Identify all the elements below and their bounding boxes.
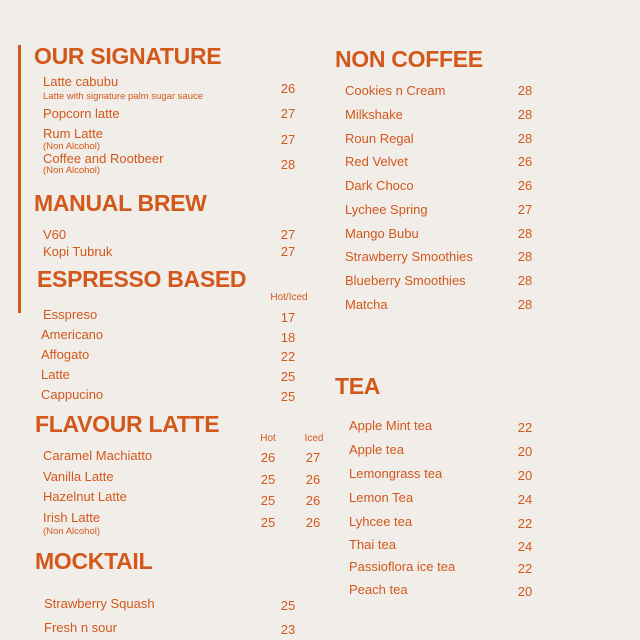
menu-item-price: 28 [517, 83, 533, 98]
column-header-iced: Iced [304, 433, 324, 444]
menu-item-name: Rum Latte [43, 126, 103, 141]
menu-item-price-iced: 26 [305, 493, 321, 508]
menu-item-price-hot: 25 [260, 493, 276, 508]
menu-item-name: Apple Mint tea [349, 418, 433, 433]
menu-item-price: 24 [517, 539, 533, 554]
menu-item-name: Coffee and Rootbeer [43, 151, 164, 166]
menu-item-price: 22 [280, 349, 296, 364]
menu-item-name: Affogato [41, 347, 90, 362]
column-header-hot: Hot [260, 433, 276, 444]
menu-item-price: 26 [280, 81, 296, 96]
menu-item-name: Lychee Spring [345, 202, 428, 217]
menu-item-name: Apple tea [349, 442, 404, 457]
menu-item-name: Peach tea [349, 582, 408, 597]
menu-item-price-hot: 25 [260, 515, 276, 530]
menu-item-price: 28 [280, 157, 296, 172]
menu-item-price: 25 [280, 598, 296, 613]
menu-item-price: 26 [517, 154, 533, 169]
menu-item-name: Lemon Tea [349, 490, 414, 505]
menu-item-price: 18 [280, 330, 296, 345]
menu-item-note: (Non Alcohol) [43, 165, 101, 176]
menu-item-price: 27 [517, 202, 533, 217]
menu-item-name: Lemongrass tea [349, 466, 443, 481]
menu-item-name: V60 [43, 227, 67, 242]
menu-item-name: Strawberry Smoothies [345, 249, 473, 264]
menu-item-name: Hazelnut Latte [43, 489, 127, 504]
menu-item-name: Roun Regal [345, 131, 414, 146]
menu-item-name: Dark Choco [345, 178, 414, 193]
section-heading-mocktail: MOCKTAIL [35, 548, 153, 574]
menu-item-price: 22 [517, 516, 533, 531]
menu-item-name: Kopi Tubruk [43, 244, 113, 259]
menu-item-name: Mango Bubu [345, 226, 419, 241]
menu-item-price: 20 [517, 444, 533, 459]
menu-item-name: Matcha [345, 297, 388, 312]
menu-item-price: 27 [280, 227, 296, 242]
menu-item-note: (Non Alcohol) [43, 141, 101, 152]
menu-item-price: 28 [517, 131, 533, 146]
menu-item-price-hot: 25 [260, 472, 276, 487]
menu-item-price: 28 [517, 273, 533, 288]
menu-item-note: Latte with signature palm sugar sauce [43, 91, 204, 102]
menu-item-price: 28 [517, 249, 533, 264]
menu-item-name: Caramel Machiatto [43, 448, 153, 463]
menu-item-price-iced: 26 [305, 472, 321, 487]
menu-item-price: 28 [517, 107, 533, 122]
menu-item-price: 25 [280, 389, 296, 404]
menu-item-price: 27 [280, 244, 296, 259]
menu-item-name: Esspreso [43, 307, 98, 322]
section-heading-flavour-latte: FLAVOUR LATTE [35, 411, 220, 437]
menu-item-name: Cookies n Cream [345, 83, 446, 98]
menu-item-name: Passioflora ice tea [349, 559, 456, 574]
menu-item-price: 26 [517, 178, 533, 193]
section-heading-non-coffee: NON COFFEE [335, 46, 483, 72]
menu-item-name: Thai tea [349, 537, 396, 552]
menu-item-name: Americano [41, 327, 104, 342]
menu-item-name: Vanilla Latte [43, 469, 114, 484]
menu-item-name: Popcorn latte [43, 106, 120, 121]
menu-item-price: 22 [517, 561, 533, 576]
menu-item-price: 27 [280, 106, 296, 121]
menu-item-name: Latte cabubu [43, 74, 119, 89]
menu-item-price: 28 [517, 226, 533, 241]
section-heading-espresso: ESPRESSO BASED [37, 266, 247, 292]
menu-item-price: 25 [280, 369, 296, 384]
menu-item-note: (Non Alcohol) [43, 526, 101, 537]
menu-item-price: 22 [517, 420, 533, 435]
menu-item-name: Strawberry Squash [44, 596, 155, 611]
menu-item-name: Lyhcee tea [349, 514, 413, 529]
menu-item-price: 28 [517, 297, 533, 312]
menu-item-name: Milkshake [345, 107, 403, 122]
menu-item-name: Fresh n sour [44, 620, 117, 635]
menu-item-name: Blueberry Smoothies [345, 273, 466, 288]
menu-item-price-iced: 27 [305, 450, 321, 465]
menu-item-price: 17 [280, 310, 296, 325]
menu-item-price: 20 [517, 468, 533, 483]
menu-item-price: 24 [517, 492, 533, 507]
menu-item-price-iced: 26 [305, 515, 321, 530]
menu-item-name: Red Velvet [345, 154, 408, 169]
menu-item-price-hot: 26 [260, 450, 276, 465]
column-header-hot-iced: Hot/Iced [270, 292, 308, 303]
menu-item-name: Cappucino [41, 387, 104, 402]
menu-item-price: 23 [280, 622, 296, 637]
section-heading-manual-brew: MANUAL BREW [34, 190, 207, 216]
menu-item-name: Latte [41, 367, 70, 382]
section-heading-signature: OUR SIGNATURE [34, 43, 222, 69]
section-heading-tea: TEA [335, 373, 381, 399]
menu-item-price: 20 [517, 584, 533, 599]
accent-divider-line [18, 45, 21, 313]
menu-item-name: Irish Latte [43, 510, 101, 525]
menu-item-price: 27 [280, 132, 296, 147]
